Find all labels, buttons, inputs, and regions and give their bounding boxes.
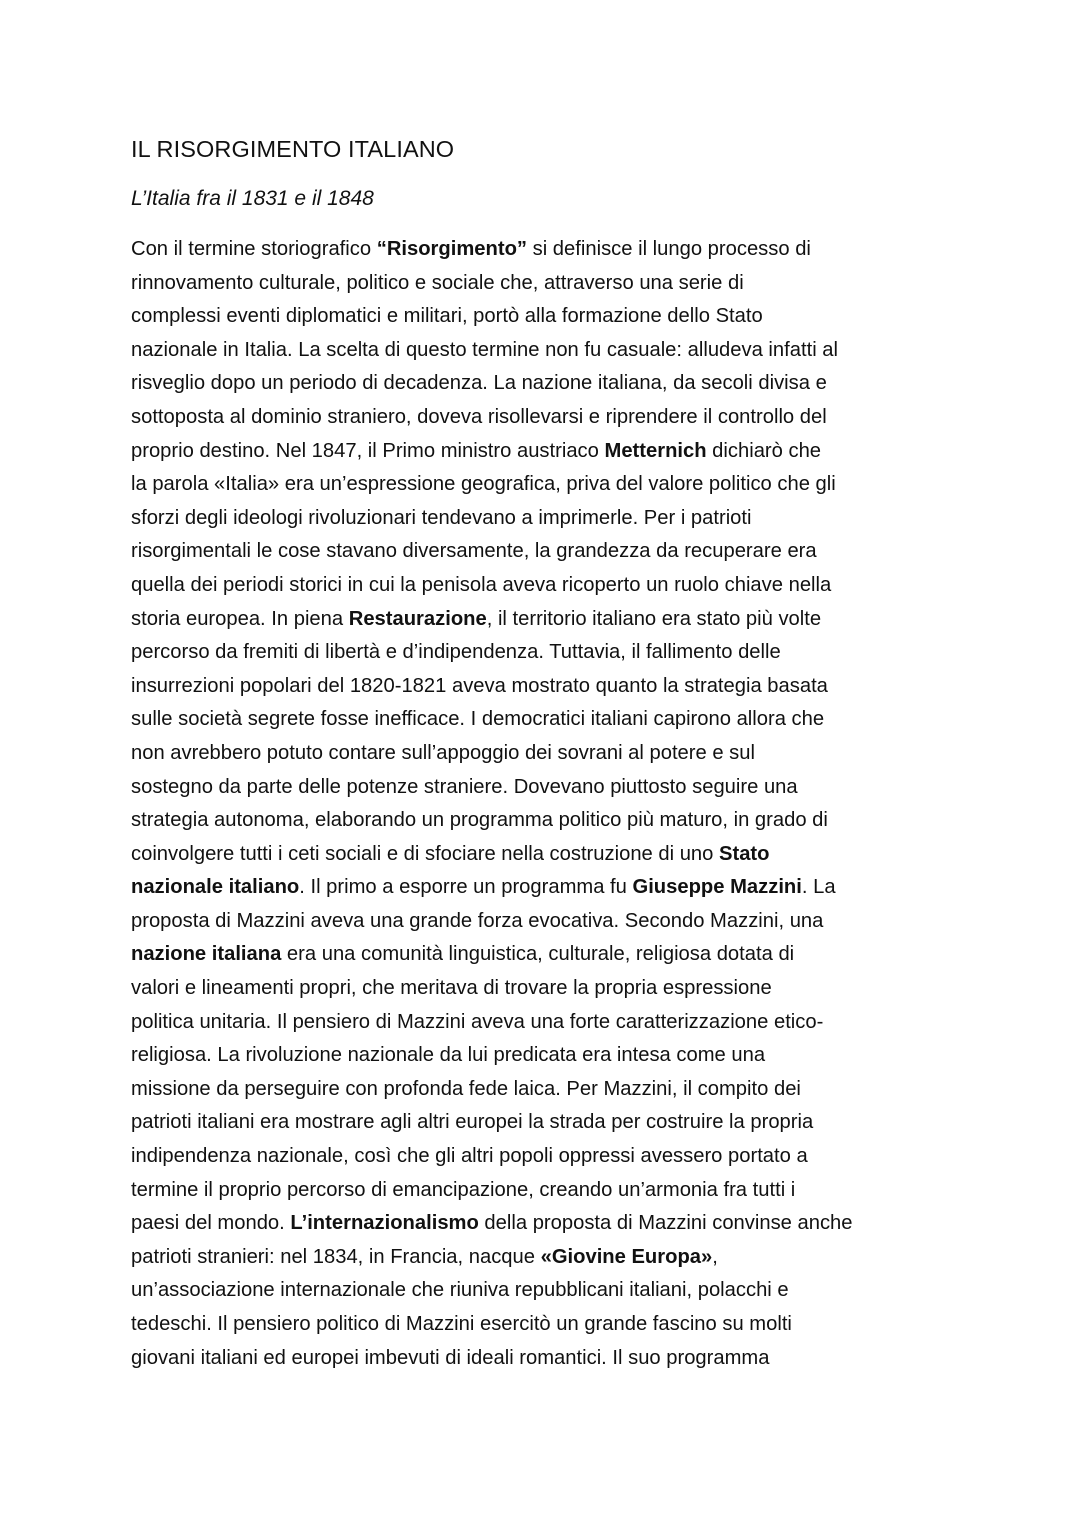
text-segment: risorgimentali le cose stavano diversamente, la grandezza da recuperare era	[131, 540, 817, 563]
bold-term: «Giovine Europa»	[540, 1245, 713, 1268]
text-segment: quella dei periodi storici in cui la penisola aveva ricoperto un ruolo chiave nella	[131, 573, 832, 596]
bold-term: L’internazionalismo	[290, 1212, 479, 1235]
text-line	[131, 1174, 961, 1208]
text-line	[131, 1073, 961, 1107]
text-line	[131, 1039, 961, 1073]
text-line	[131, 670, 961, 704]
text-segment: ,	[712, 1245, 718, 1268]
text-line	[131, 1006, 961, 1040]
bold-term: Metternich	[604, 439, 707, 462]
text-line	[131, 334, 961, 368]
text-line	[131, 468, 961, 502]
text-segment: complessi eventi diplomatici e militari, portò alla formazione dello Stato	[131, 305, 763, 328]
text-segment: strategia autonoma, elaborando un programma politico più maturo, in grado di	[131, 809, 828, 832]
text-segment: indipendenza nazionale, così che gli altri popoli oppressi avessero portato a	[131, 1145, 808, 1168]
document-subtitle: L’Italia fra il 1831 e il 1848	[131, 187, 374, 210]
text-line	[131, 1106, 961, 1140]
text-segment: un’associazione internazionale che riuniva repubblicani italiani, polacchi e	[131, 1279, 789, 1302]
text-segment: nazionale in Italia. La scelta di questo termine non fu casuale: alludeva infatti al	[131, 338, 839, 361]
text-segment: rinnovamento culturale, politico e sociale che, attraverso una serie di	[131, 271, 744, 294]
text-line	[131, 1207, 961, 1241]
document-page	[131, 131, 961, 1375]
text-line	[131, 804, 961, 838]
text-line	[131, 1342, 961, 1376]
text-line	[131, 838, 961, 872]
text-segment: sostegno da parte delle potenze straniere. Dovevano piuttosto seguire una	[131, 775, 798, 798]
text-segment: paesi del mondo.	[131, 1212, 291, 1235]
text-line	[131, 569, 961, 603]
text-line	[131, 401, 961, 435]
text-segment: risveglio dopo un periodo di decadenza. La nazione italiana, da secoli divisa e	[131, 372, 827, 395]
text-line	[131, 267, 961, 301]
text-line	[131, 603, 961, 637]
text-line	[131, 737, 961, 771]
text-segment: Con il termine storiografico	[131, 238, 377, 260]
bold-term: nazione italiana	[131, 943, 282, 966]
text-line	[131, 905, 961, 939]
text-line	[131, 300, 961, 334]
text-segment: coinvolgere tutti i ceti sociali e di sfociare nella costruzione di uno	[131, 842, 719, 865]
text-segment: la parola «Italia» era un’espressione geografica, priva del valore politico che gli	[131, 473, 836, 496]
text-segment: era una comunità linguistica, culturale, religiosa dotata di	[281, 943, 795, 966]
text-line	[131, 1241, 961, 1275]
bold-term: nazionale italiano	[131, 876, 300, 899]
text-segment: sulle società segrete fosse inefficace. I democratici italiani capirono allora che	[131, 708, 825, 731]
text-segment: patrioti italiani era mostrare agli altri europei la strada per costruire la propria	[131, 1111, 814, 1134]
text-segment: religiosa. La rivoluzione nazionale da lui predicata era intesa come una	[131, 1044, 766, 1067]
text-line	[131, 1140, 961, 1174]
text-segment: della proposta di Mazzini convinse anche	[478, 1212, 853, 1235]
text-segment: termine il proprio percorso di emancipazione, creando un’armonia fra tutti i	[131, 1178, 796, 1201]
body-paragraph	[131, 233, 961, 1375]
text-line	[131, 972, 961, 1006]
text-line	[131, 771, 961, 805]
bold-term: Restaurazione	[348, 607, 487, 630]
text-segment: valori e lineamenti propri, che meritava di trovare la propria espressione	[131, 977, 772, 1000]
text-segment: patrioti stranieri: nel 1834, in Francia, nacque	[131, 1245, 541, 1268]
text-segment: proprio destino. Nel 1847, il Primo ministro austriaco	[131, 439, 605, 462]
bold-term: “Risorgimento”	[376, 238, 528, 260]
document-title: IL RISORGIMENTO ITALIANO	[131, 136, 455, 162]
text-segment: missione da perseguire con profonda fede laica. Per Mazzini, il compito dei	[131, 1077, 801, 1100]
bold-term: Stato	[719, 842, 770, 865]
text-line	[131, 1274, 961, 1308]
text-line	[131, 502, 961, 536]
text-segment: proposta di Mazzini aveva una grande forza evocativa. Secondo Mazzini, una	[131, 909, 824, 932]
text-segment: . Il primo a esporre un programma fu	[299, 876, 633, 899]
text-segment: percorso da fremiti di libertà e d’indipendenza. Tuttavia, il fallimento delle	[131, 641, 781, 664]
text-line	[131, 435, 961, 469]
text-segment: storia europea. In piena	[131, 607, 349, 630]
text-line	[131, 871, 961, 905]
text-line	[131, 636, 961, 670]
text-segment: insurrezioni popolari del 1820-1821 aveva mostrato quanto la strategia basata	[131, 674, 828, 697]
text-line	[131, 535, 961, 569]
text-line	[131, 938, 961, 972]
text-segment: dichiarò che	[706, 439, 822, 462]
text-segment: non avrebbero potuto contare sull’appoggio dei sovrani al potere e sul	[131, 741, 755, 764]
text-segment: sforzi degli ideologi rivoluzionari tendevano a imprimerle. Per i patrioti	[131, 506, 752, 529]
text-line	[131, 367, 961, 401]
text-segment: politica unitaria. Il pensiero di Mazzini aveva una forte caratterizzazione etico-	[131, 1010, 824, 1033]
text-line	[131, 233, 961, 267]
bold-term: Giuseppe Mazzini	[632, 876, 802, 899]
text-segment: giovani italiani ed europei imbevuti di ideali romantici. Il suo programma	[131, 1346, 770, 1369]
text-segment: sottoposta al dominio straniero, doveva risollevarsi e riprendere il controllo del	[131, 405, 827, 428]
text-segment: , il territorio italiano era stato più volte	[486, 607, 822, 630]
text-segment: tedeschi. Il pensiero politico di Mazzini esercitò un grande fascino su molti	[131, 1313, 792, 1335]
text-segment: . La	[801, 876, 836, 899]
text-segment: si definisce il lungo processo di	[527, 238, 811, 260]
text-line	[131, 1308, 961, 1342]
text-line	[131, 703, 961, 737]
